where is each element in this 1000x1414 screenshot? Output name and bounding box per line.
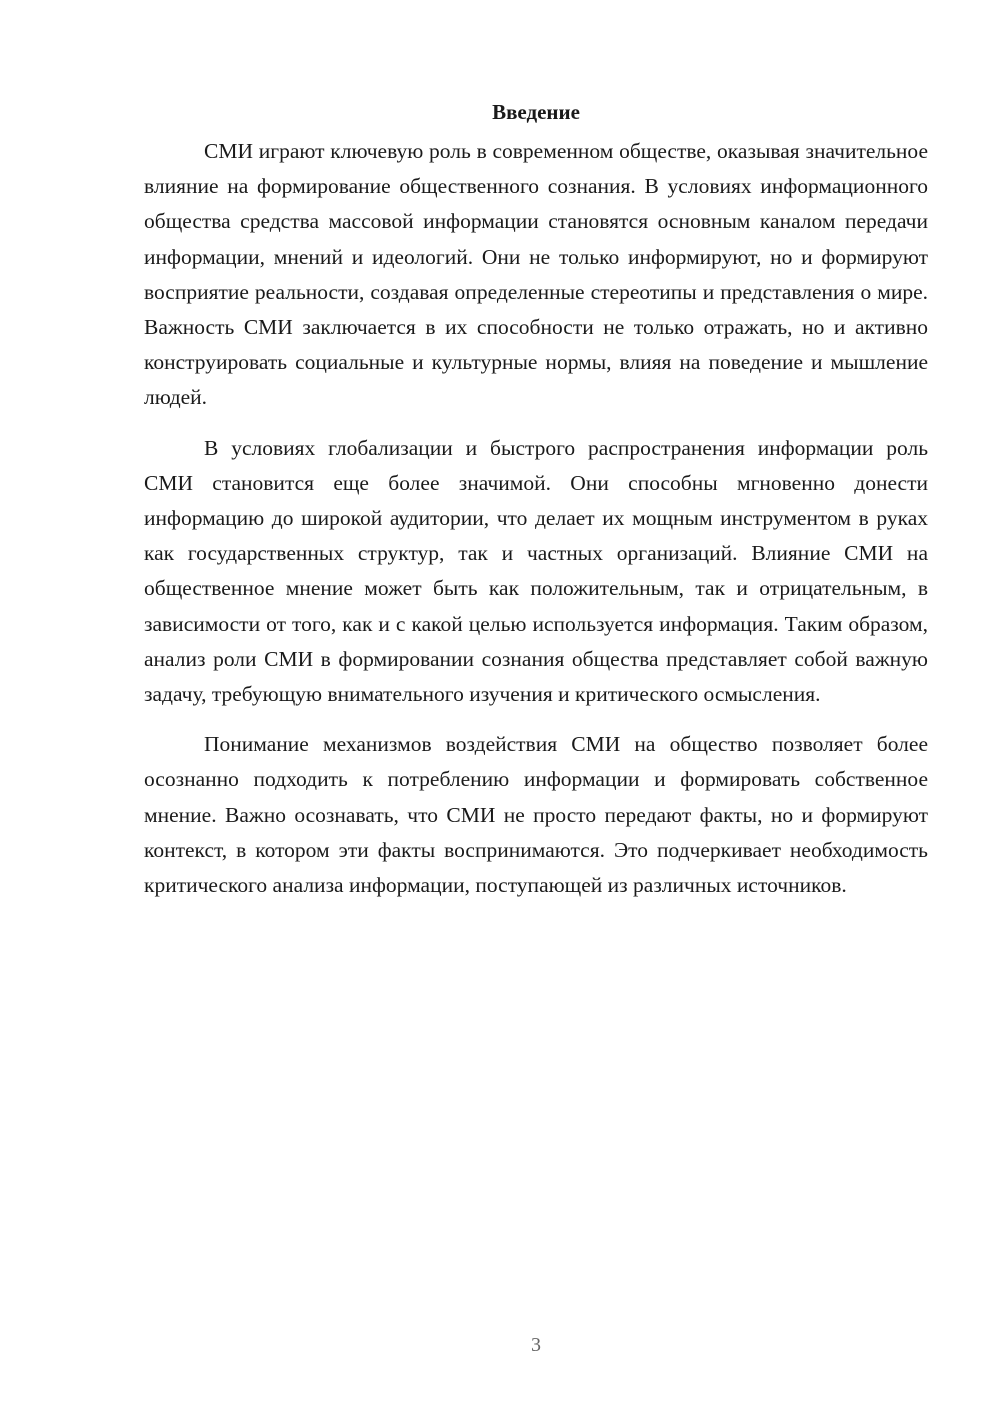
page-content xyxy=(144,98,928,918)
paragraph-2: В условиях глобализации и быстрого распространения информации роль СМИ становится еще более значимой. Они способны мгновенно донести информацию до широкой аудитории, что делает их мощным инструментом в руках как государственных структур, так и частных организаций. Влияние СМИ на общественное мнение может быть как положительным, так и отрицательным, в зависимости от того, как и с какой целью используется информация. Таким образом, анализ роли СМИ в формировании сознания общества представляет собой важную задачу, требующую внимательного изучения и критического осмысления. xyxy=(144,435,928,707)
page-number: 3 xyxy=(531,1334,541,1356)
section-heading: Введение xyxy=(492,100,580,124)
paragraph-3: Понимание механизмов воздействия СМИ на общество позволяет более осознанно подходить к потреблению информации и формировать собственное мнение. Важно осознавать, что СМИ не просто передают факты, но и формируют контекст, в котором эти факты воспринимаются. Это подчеркивает необходимость критического анализа информации, поступающей из различных источников. xyxy=(144,732,928,898)
paragraph-1: СМИ играют ключевую роль в современном обществе, оказывая значительное влияние на формирование общественного сознания. В условиях информационного общества средства массовой информации становятся основным каналом передачи информации, мнений и идеологий. Они не только информируют, но и формируют восприятие реальности, создавая определенные стереотипы и представления о мире. Важность СМИ заключается в их способности не только отражать, но и активно конструировать социальные и культурные нормы, влияя на поведение и мышление людей. xyxy=(144,139,928,410)
